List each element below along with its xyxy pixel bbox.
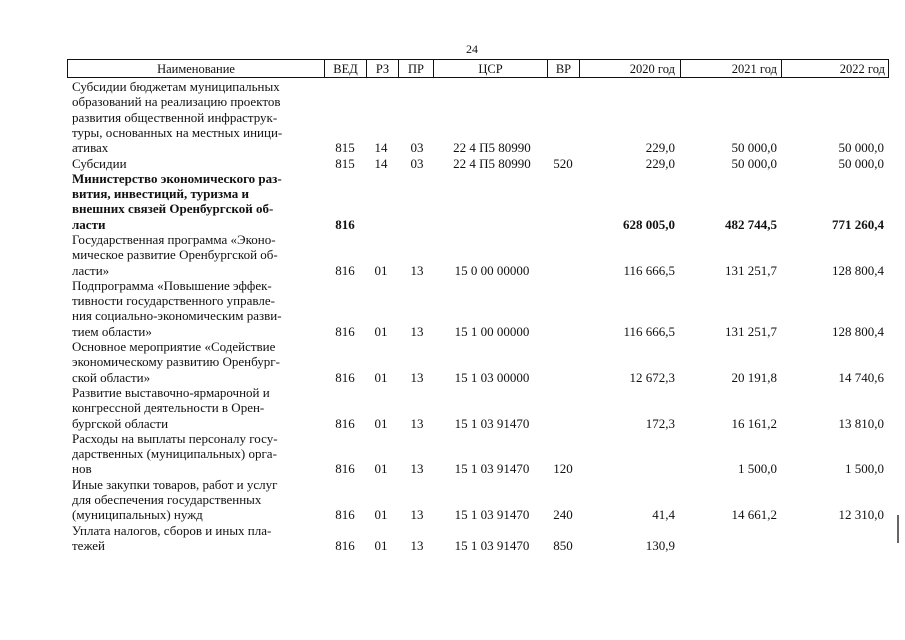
cell-y2021: 131 251,7 <box>725 262 777 278</box>
cell-csr: 15 1 03 91470 <box>454 507 530 523</box>
cell-csr: 15 1 00 00000 <box>454 323 530 339</box>
cell-csr: 22 4 П5 80990 <box>453 140 531 156</box>
cell-ved: 816 <box>335 216 355 232</box>
cell-y2020: 12 672,3 <box>629 369 675 385</box>
row-name-line: Государственная программа «Эконо- <box>72 232 276 247</box>
cell-pr: 13 <box>410 507 424 523</box>
row-name-line: ласти <box>72 216 106 232</box>
row-name-line: конгрессной деятельности в Орен- <box>72 400 265 416</box>
cell-y2022: 12 310,0 <box>838 507 884 523</box>
cell-ved: 816 <box>335 461 355 477</box>
cell-ved: 816 <box>335 262 355 278</box>
row-name-line: нов <box>72 461 92 477</box>
row-name <box>72 79 322 155</box>
table-row <box>0 79 905 156</box>
column-header-rz: РЗ <box>375 62 390 76</box>
cell-vr: 520 <box>553 155 573 171</box>
page-number: 24 <box>466 42 478 56</box>
cell-rz: 01 <box>374 537 388 553</box>
table-row <box>0 385 905 431</box>
cell-y2022: 14 740,6 <box>838 369 884 385</box>
cell-y2020: 172,3 <box>645 415 675 431</box>
cell-y2022: 13 810,0 <box>838 415 884 431</box>
row-name <box>72 431 322 477</box>
cell-y2021: 20 191,8 <box>731 369 777 385</box>
cell-y2022: 50 000,0 <box>838 155 884 171</box>
row-name-line: Основное мероприятие «Содействие <box>72 339 276 355</box>
column-header-name: Наименование <box>157 62 235 76</box>
cell-y2020: 116 666,5 <box>623 262 675 278</box>
row-name-line: туры, основанных на местных иници- <box>72 124 283 140</box>
cell-pr: 13 <box>410 369 424 385</box>
cell-ved: 816 <box>335 323 355 339</box>
cell-rz: 14 <box>374 155 388 171</box>
column-header-2022: 2022 год <box>839 62 885 76</box>
cell-y2020: 116 666,5 <box>623 323 675 339</box>
cell-vr: 850 <box>553 537 573 553</box>
row-name-line: вития, инвестиций, туризма и <box>72 186 249 202</box>
cell-ved: 815 <box>335 155 355 171</box>
cell-vr: 240 <box>553 507 573 523</box>
table-row <box>0 171 905 232</box>
cell-csr: 15 1 03 00000 <box>454 369 530 385</box>
row-name-line: Развитие выставочно-ярмарочной и <box>72 385 270 400</box>
column-header-2020: 2020 год <box>629 62 675 76</box>
cell-rz: 01 <box>374 369 388 385</box>
row-name-line: для обеспечения государственных <box>72 492 262 508</box>
row-name <box>72 171 322 232</box>
cell-ved: 816 <box>335 415 355 431</box>
row-name-line: тивности государственного управле- <box>72 293 275 309</box>
row-name <box>72 477 322 523</box>
cell-csr: 15 1 03 91470 <box>454 537 530 553</box>
row-name-line: ния социально-экономическим разви- <box>72 308 282 324</box>
row-name-line: экономическому развитию Оренбург- <box>72 354 280 370</box>
table-row <box>0 339 905 385</box>
row-name-line: (муниципальных) нужд <box>72 507 203 523</box>
row-name <box>72 523 322 554</box>
column-header-ved: ВЕД <box>333 62 358 76</box>
row-name-line: Иные закупки товаров, работ и услуг <box>72 476 278 492</box>
header-divider <box>888 59 889 78</box>
row-name-line: ласти» <box>72 262 110 278</box>
cell-csr: 15 1 03 91470 <box>454 415 530 431</box>
row-name-line: мическое развитие Оренбургской об- <box>72 247 278 263</box>
cell-csr: 15 1 03 91470 <box>454 461 530 477</box>
table-row <box>0 156 905 171</box>
header-bottom-rule <box>67 77 889 78</box>
header-top-rule <box>67 59 889 60</box>
row-name-line: дарственных (муниципальных) орга- <box>72 446 277 462</box>
cell-y2022: 128 800,4 <box>832 262 884 278</box>
row-name-line: тежей <box>72 537 105 553</box>
row-name-line: Уплата налогов, сборов и иных пла- <box>72 522 272 538</box>
cell-ved: 816 <box>335 369 355 385</box>
row-name-line: Субсидии <box>72 155 127 171</box>
row-name-line: тием области» <box>72 323 152 339</box>
row-name <box>72 156 322 171</box>
cell-pr: 13 <box>410 537 424 553</box>
table-row <box>0 232 905 278</box>
cell-pr: 03 <box>410 140 424 156</box>
cell-csr: 22 4 П5 80990 <box>453 155 531 171</box>
row-name-line: Субсидии бюджетам муниципальных <box>72 79 280 94</box>
cell-y2021: 16 161,2 <box>731 415 777 431</box>
cell-y2021: 50 000,0 <box>731 140 777 156</box>
cell-csr: 15 0 00 00000 <box>454 262 530 278</box>
cell-rz: 14 <box>374 140 388 156</box>
row-name <box>72 385 322 431</box>
column-header-csr: ЦСР <box>478 62 503 76</box>
cell-y2022: 50 000,0 <box>838 140 884 156</box>
row-name <box>72 339 322 385</box>
cell-rz: 01 <box>374 415 388 431</box>
cell-pr: 13 <box>410 262 424 278</box>
cell-rz: 01 <box>374 262 388 278</box>
cell-y2021: 482 744,5 <box>725 216 777 232</box>
cell-pr: 13 <box>410 415 424 431</box>
table-row <box>0 477 905 523</box>
cell-y2020: 628 005,0 <box>623 216 675 232</box>
cell-y2020: 229,0 <box>645 155 675 171</box>
row-name <box>72 232 322 278</box>
row-name-line: Министерство экономического раз- <box>72 170 282 186</box>
column-header-pr: ПР <box>408 62 424 76</box>
cell-pr: 03 <box>410 155 424 171</box>
row-name-line: Подпрограмма «Повышение эффек- <box>72 277 272 293</box>
table-row <box>0 278 905 339</box>
cell-ved: 816 <box>335 507 355 523</box>
row-name-line: внешних связей Оренбургской об- <box>72 201 274 217</box>
cell-vr: 120 <box>553 461 573 477</box>
row-name-line: образований на реализацию проектов <box>72 94 281 110</box>
cell-y2021: 14 661,2 <box>731 507 777 523</box>
cell-rz: 01 <box>374 461 388 477</box>
row-name-line: бургской области <box>72 415 169 431</box>
cell-y2020: 130,9 <box>645 537 675 553</box>
cell-rz: 01 <box>374 323 388 339</box>
cell-ved: 816 <box>335 537 355 553</box>
cell-rz: 01 <box>374 507 388 523</box>
table-row <box>0 431 905 477</box>
cell-y2020: 229,0 <box>645 140 675 156</box>
row-name-line: ской области» <box>72 369 151 385</box>
cell-y2022: 1 500,0 <box>845 461 884 477</box>
cell-y2021: 50 000,0 <box>731 155 777 171</box>
cell-y2021: 131 251,7 <box>725 323 777 339</box>
row-name <box>72 278 322 339</box>
cell-y2022: 128 800,4 <box>832 323 884 339</box>
table-row <box>0 523 905 554</box>
cell-y2020: 41,4 <box>652 507 675 523</box>
row-name-line: ативах <box>72 140 109 156</box>
cell-ved: 815 <box>335 140 355 156</box>
cell-y2021: 1 500,0 <box>738 461 777 477</box>
cell-y2022: 771 260,4 <box>832 216 884 232</box>
cell-pr: 13 <box>410 323 424 339</box>
scan-edge-mark <box>897 515 899 543</box>
column-header-vr: ВР <box>555 62 572 76</box>
row-name-line: Расходы на выплаты персоналу госу- <box>72 430 278 446</box>
cell-pr: 13 <box>410 461 424 477</box>
row-name-line: развития общественной инфраструк- <box>72 109 278 125</box>
column-header-2021: 2021 год <box>731 62 777 76</box>
